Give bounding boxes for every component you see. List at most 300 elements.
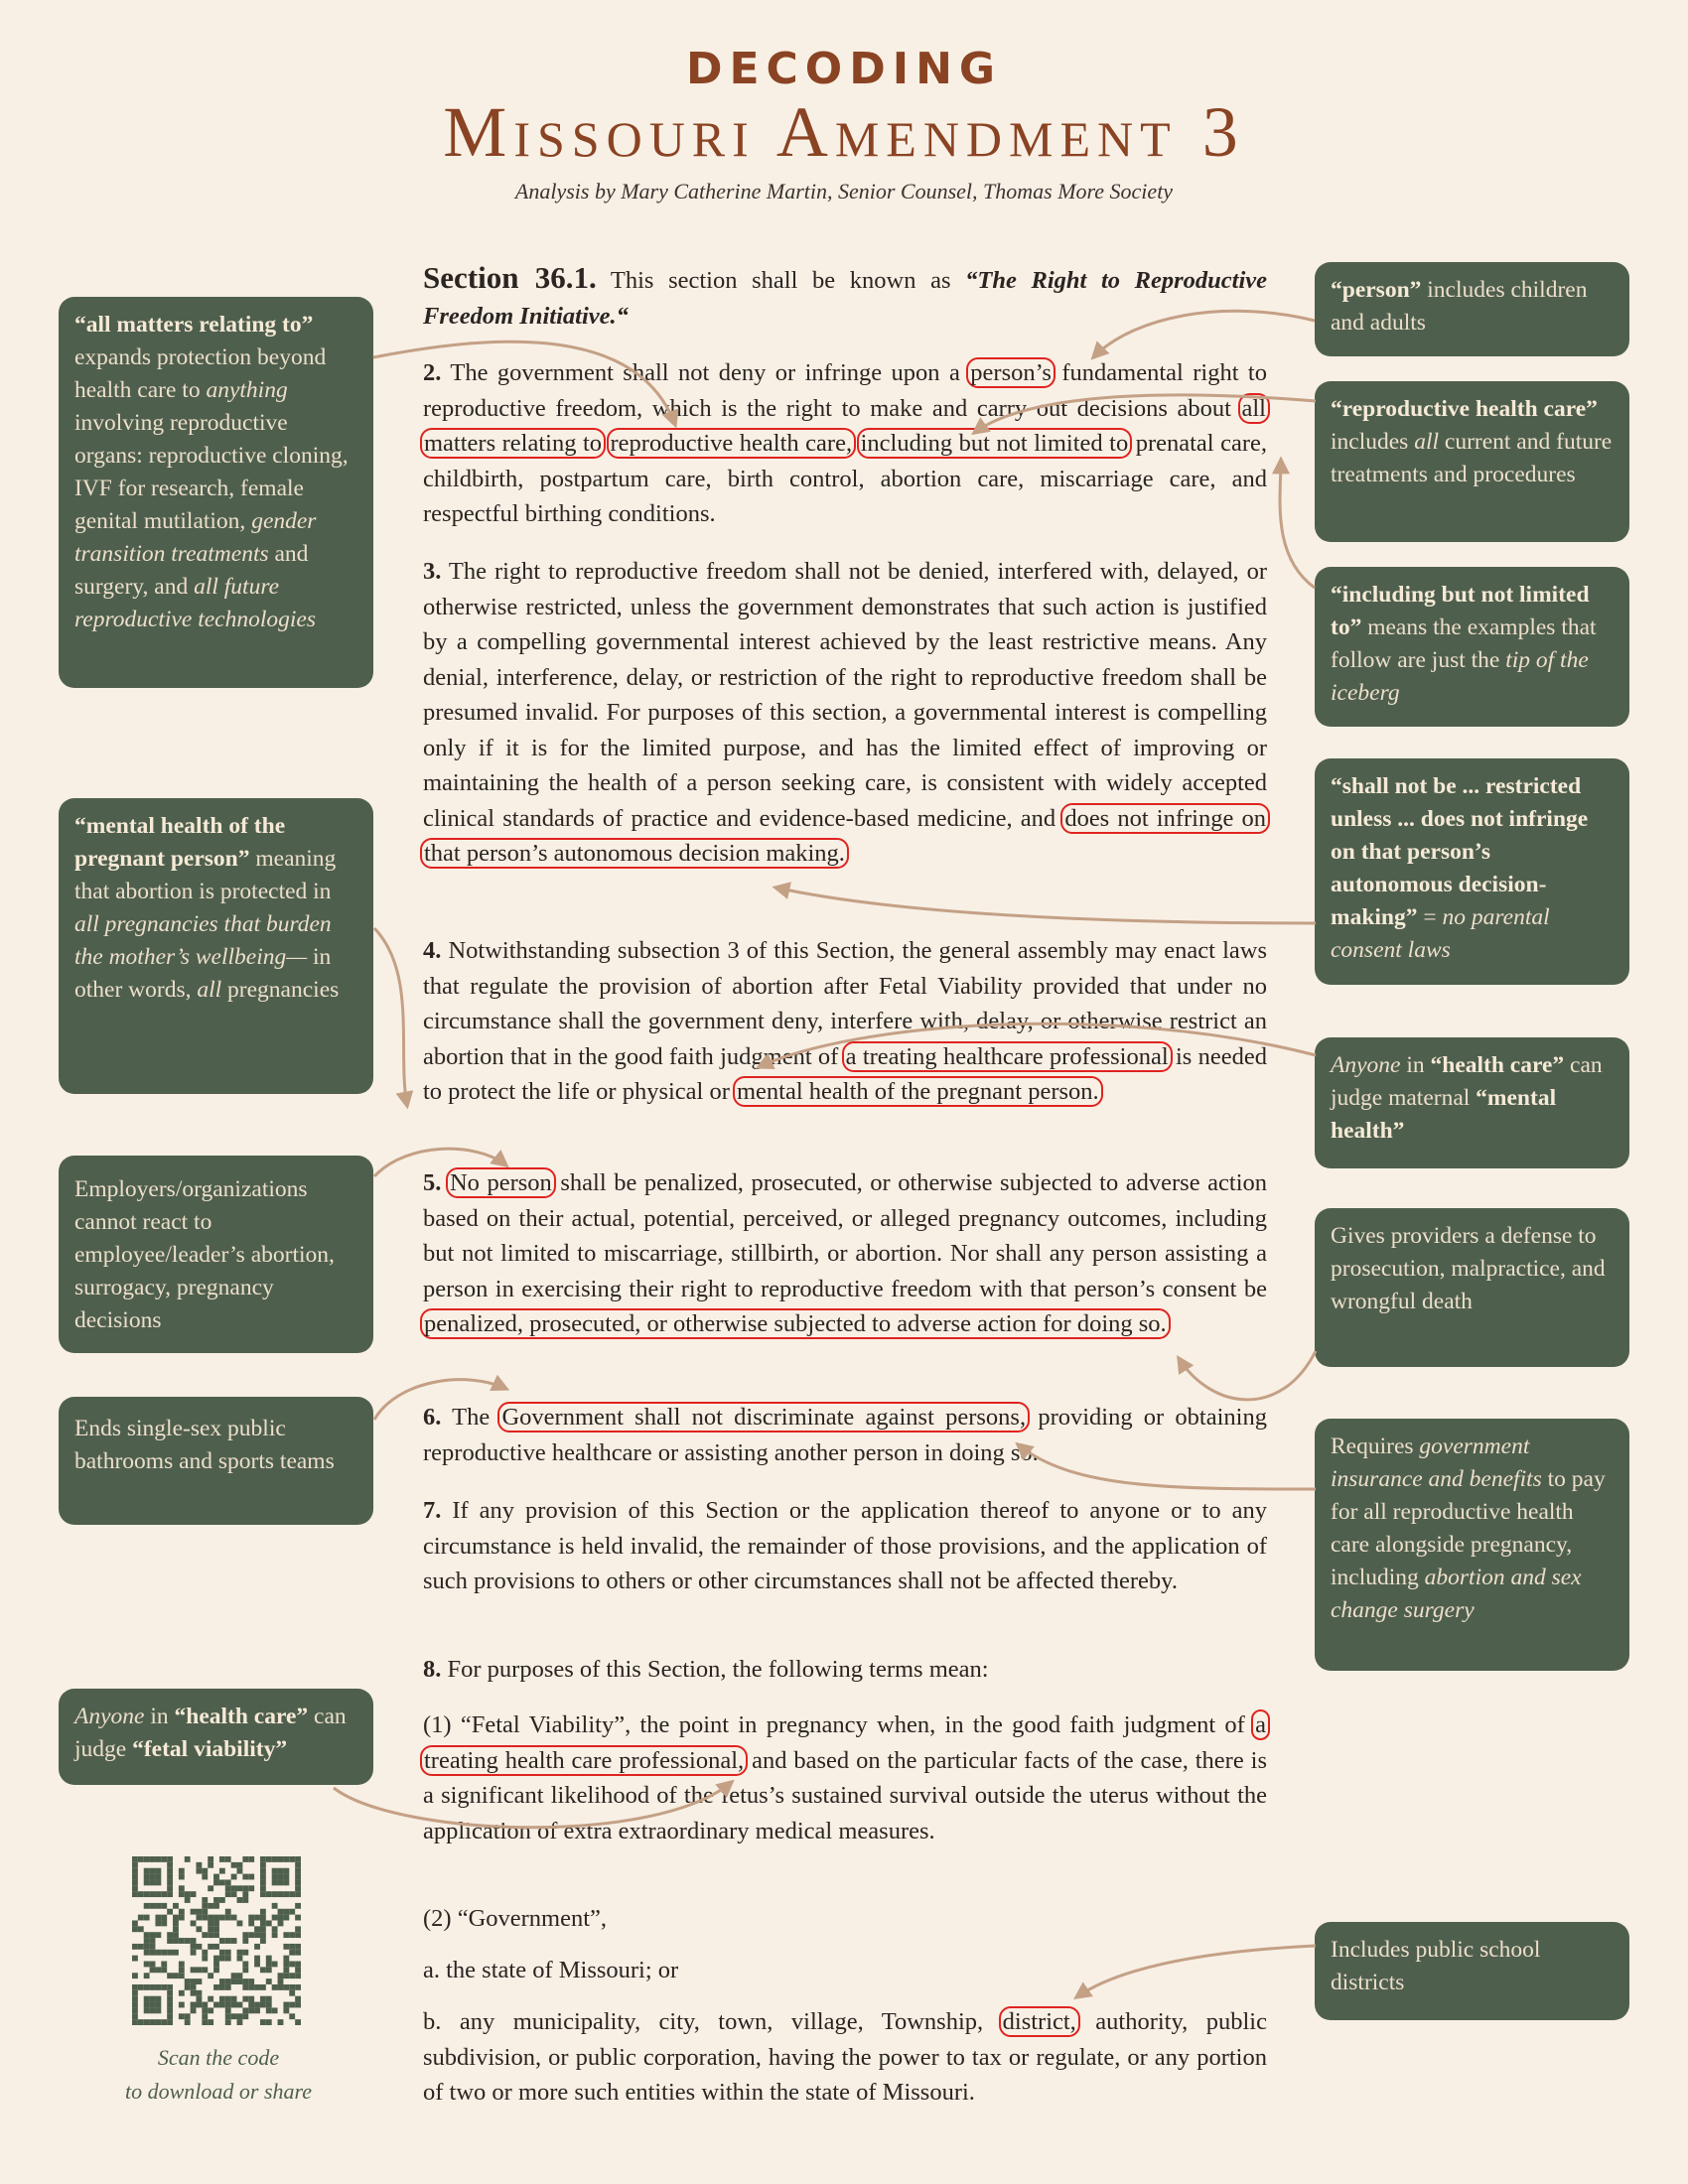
qr-module (242, 1950, 248, 1956)
qr-module (219, 1996, 225, 2002)
qr-module (278, 1984, 284, 1990)
qr-module (179, 2013, 185, 2019)
qr-module (237, 2013, 243, 2019)
qr-module (208, 2007, 213, 2013)
qr-module (173, 1903, 179, 1909)
qr-module (138, 1984, 144, 1990)
qr-module (196, 1909, 202, 1915)
qr-module (219, 2002, 225, 2008)
text-segment: in (144, 1704, 175, 1729)
qr-module (278, 1874, 284, 1880)
header-kicker: DECODING (685, 44, 1003, 94)
qr-module (144, 1874, 150, 1880)
qr-module (167, 2013, 173, 2019)
qr-module (150, 1932, 156, 1938)
qr-module (248, 1874, 254, 1880)
qr-module (219, 1956, 225, 1962)
qr-module (191, 1984, 197, 1990)
qr-module (161, 1915, 167, 1921)
qr-module (132, 1996, 138, 2002)
qr-module (283, 1915, 289, 1921)
section-number: 3. (423, 558, 442, 585)
qr-module (237, 1950, 243, 1956)
qr-module (132, 1885, 138, 1891)
text-segment: includes children and adults (1331, 277, 1588, 336)
qr-module (272, 1984, 278, 1990)
qr-module (295, 1915, 301, 1921)
qr-module (167, 1973, 173, 1979)
text-segment: meaning that abortion is protected in (74, 846, 337, 904)
qr-module (155, 1967, 161, 1973)
qr-module (167, 1862, 173, 1868)
qr-module (237, 1973, 243, 1979)
qr-module (260, 1874, 266, 1880)
qr-module (167, 1868, 173, 1874)
qr-module (208, 1973, 213, 1979)
qr-module (242, 2013, 248, 2019)
qr-module (202, 1950, 208, 1956)
qr-module (295, 1926, 301, 1932)
qr-module (138, 1856, 144, 1862)
qr-caption (79, 2041, 357, 2109)
qr-module (208, 2019, 213, 2025)
qr-module (144, 1856, 150, 1862)
qr-module (161, 1920, 167, 1926)
qr-module (191, 1967, 197, 1973)
qr-module (173, 1973, 179, 1979)
qr-module (155, 1932, 161, 1938)
qr-module (150, 1996, 156, 2002)
text-segment: can judge maternal (1331, 1052, 1603, 1111)
qr-module (272, 1891, 278, 1897)
qr-module (132, 1926, 138, 1932)
subsection-8 (423, 1652, 1267, 1688)
definition-government-b (423, 2004, 1267, 2111)
qr-module (242, 2007, 248, 2013)
qr-module (283, 1879, 289, 1885)
text-segment: gender transition treatments (74, 508, 317, 567)
qr-module (167, 1932, 173, 1938)
highlighted-phrase: does not infringe on that person’s autonomous decision making. (420, 803, 1270, 870)
qr-module (191, 2002, 197, 2008)
qr-module (283, 1984, 289, 1990)
qr-module (191, 1938, 197, 1944)
qr-module (225, 1956, 231, 1962)
qr-module (144, 1932, 150, 1938)
qr-module (225, 2013, 231, 2019)
qr-module (295, 1967, 301, 1973)
qr-module (202, 1932, 208, 1938)
qr-module (208, 1885, 213, 1891)
qr-module (155, 1984, 161, 1990)
highlighted-phrase: a treating healthcare professional (842, 1041, 1173, 1072)
qr-module (132, 1874, 138, 1880)
text-segment: Anyone (74, 1704, 145, 1729)
qr-module (237, 1920, 243, 1926)
qr-module (242, 1967, 248, 1973)
text-segment: tip of the iceberg (1331, 647, 1589, 706)
qr-module (202, 1909, 208, 1915)
highlighted-phrase: district, (999, 2006, 1080, 2037)
qr-module (161, 1967, 167, 1973)
definition-government (423, 1901, 1267, 1937)
text-segment: “reproductive health care” (1331, 396, 1598, 422)
qr-module (225, 1909, 231, 1915)
qr-module (242, 1962, 248, 1968)
qr-module (219, 1868, 225, 1874)
qr-module (266, 1967, 272, 1973)
qr-module (283, 2002, 289, 2008)
section-number: 4. (423, 937, 442, 964)
qr-module (266, 1956, 272, 1962)
qr-module (132, 1990, 138, 1996)
qr-module (295, 2002, 301, 2008)
qr-code[interactable] (132, 1856, 301, 2025)
qr-module (167, 2019, 173, 2025)
qr-module (161, 1962, 167, 1968)
qr-module (213, 1874, 219, 1880)
qr-module (150, 1874, 156, 1880)
qr-module (283, 1868, 289, 1874)
qr-module (150, 2019, 156, 2025)
qr-module (225, 1915, 231, 1921)
qr-module (219, 1915, 225, 1921)
qr-module (231, 1874, 237, 1880)
qr-module (272, 1868, 278, 1874)
qr-module (254, 2002, 260, 2008)
qr-module (283, 2007, 289, 2013)
qr-module (185, 2019, 191, 2025)
qr-module (289, 1990, 295, 1996)
qr-module (138, 2019, 144, 2025)
text-segment: means the examples that follow are just the (1331, 614, 1597, 673)
qr-module (167, 1856, 173, 1862)
qr-module (213, 2002, 219, 2008)
qr-module (254, 1915, 260, 1921)
qr-module (295, 1996, 301, 2002)
qr-module (213, 1879, 219, 1885)
qr-module (260, 1984, 266, 1990)
qr-module (289, 1932, 295, 1938)
qr-module (155, 1856, 161, 1862)
text-segment: “shall not be ... restricted unless ... does not infringe on that person’s autonomous decision-making” (1331, 773, 1589, 930)
qr-module (295, 1944, 301, 1950)
qr-module (138, 1891, 144, 1897)
qr-module (295, 1856, 301, 1862)
qr-module (155, 1950, 161, 1956)
text-segment: The right to reproductive freedom shall not be denied, interfered with, delayed, or otherwise restricted, unless the government demonstrates that such action is justified by a compelling governmental interest achieved by the least restrictive means. Any denial, interference, delay, or restriction of the right to reproductive freedom shall be presumed invalid. For purposes of this section, a governmental interest is compelling only if it is for the limited purpose, and has the limited effect of improving or maintaining the health of a person seeking care, is consistent with widely accepted clinical standards of practice and evidence-based medicine, and (423, 558, 1267, 832)
qr-module (231, 2002, 237, 2008)
qr-module (150, 1984, 156, 1990)
qr-module (278, 1973, 284, 1979)
qr-module (155, 1920, 161, 1926)
qr-module (283, 1856, 289, 1862)
qr-module (260, 1879, 266, 1885)
text-segment: b. any municipality, city, town, village, Township, (423, 2008, 1002, 2035)
qr-module (196, 1979, 202, 1984)
qr-module (167, 1891, 173, 1897)
qr-module (179, 1938, 185, 1944)
qr-module (260, 1926, 266, 1932)
text-segment: If any provision of this Section or the application thereof to anyone or to any circumstance is held invalid, the remainder of those provisions, and the application of such provisions to others or other circumstances shall not be affected thereby. (423, 1497, 1267, 1594)
subsection-3 (423, 554, 1267, 872)
qr-module (196, 2002, 202, 2008)
text-segment: expands protection beyond health care to (74, 344, 327, 403)
qr-module (225, 1938, 231, 1944)
qr-module (248, 1984, 254, 1990)
qr-module (295, 1874, 301, 1880)
text-segment: in (1400, 1052, 1431, 1078)
qr-module (260, 2002, 266, 2008)
qr-module (150, 1856, 156, 1862)
qr-module (242, 1938, 248, 1944)
qr-module (237, 1862, 243, 1868)
qr-module (150, 1962, 156, 1968)
section-number: 8. (423, 1656, 442, 1683)
qr-module (283, 1967, 289, 1973)
definition-fetal-viability (423, 1707, 1267, 1848)
qr-module (260, 1856, 266, 1862)
qr-module (231, 2013, 237, 2019)
note-provider-defense (1315, 1208, 1629, 1367)
note-reproductive-health-care (1315, 381, 1629, 542)
qr-module (278, 2019, 284, 2025)
qr-module (185, 1891, 191, 1897)
qr-module (155, 1874, 161, 1880)
qr-module (219, 1897, 225, 1903)
qr-module (295, 1903, 301, 1909)
text-segment: anything (206, 377, 288, 403)
qr-module (161, 1950, 167, 1956)
qr-module (231, 1862, 237, 1868)
qr-module (283, 1932, 289, 1938)
qr-module (266, 1962, 272, 1968)
qr-module (185, 1897, 191, 1903)
qr-module (248, 2007, 254, 2013)
qr-module (202, 1956, 208, 1962)
qr-module (283, 1874, 289, 1880)
qr-module (132, 1944, 138, 1950)
qr-module (208, 1932, 213, 1938)
text-segment: in other words, (74, 944, 332, 1003)
note-person (1315, 262, 1629, 356)
qr-module (144, 1950, 150, 1956)
qr-module (167, 2007, 173, 2013)
qr-module (196, 1996, 202, 2002)
qr-module (191, 1990, 197, 1996)
qr-module (242, 1874, 248, 1880)
qr-module (202, 1897, 208, 1903)
text-segment: “health care” (1430, 1052, 1565, 1078)
qr-module (144, 2019, 150, 2025)
qr-module (295, 1862, 301, 1868)
text-segment: can judge (74, 1704, 347, 1762)
text-segment: Anyone (1331, 1052, 1401, 1078)
qr-module (295, 1962, 301, 1968)
text-segment: and based on the particular facts of the case, there is a significant likelihood of the fetus’s sustained survival outside the uterus without the application of extra extraordinary medical measures. (423, 1746, 1267, 1844)
text-segment: to pay for all reproductive health care alongside pregnancy, including (1331, 1466, 1606, 1590)
qr-module (272, 1915, 278, 1921)
text-segment: all (197, 977, 222, 1003)
text-segment: current and future treatments and procedures (1331, 429, 1613, 487)
qr-module (196, 1926, 202, 1932)
section-number: 6. (423, 1404, 442, 1431)
qr-module (272, 2007, 278, 2013)
qr-module (248, 1885, 254, 1891)
subsection-6 (423, 1400, 1267, 1470)
qr-module (196, 1967, 202, 1973)
text-segment: abortion and sex change surgery (1331, 1565, 1582, 1623)
text-segment: all (1414, 429, 1440, 455)
qr-module (278, 1868, 284, 1874)
qr-module (150, 2007, 156, 2013)
page-title: Missouri Amendment 3 (443, 92, 1245, 172)
qr-module (289, 1909, 295, 1915)
qr-module (213, 1897, 219, 1903)
qr-module (272, 1962, 278, 1968)
text-segment: all future reproductive technologies (74, 574, 316, 632)
qr-module (272, 1879, 278, 1885)
qr-module (132, 2013, 138, 2019)
qr-module (225, 1879, 231, 1885)
qr-module (155, 1868, 161, 1874)
qr-module (144, 2002, 150, 2008)
qr-module (237, 1885, 243, 1891)
qr-module (167, 2002, 173, 2008)
qr-module (237, 1897, 243, 1903)
qr-module (248, 1932, 254, 1938)
highlighted-phrase: reproductive health care, (607, 428, 857, 459)
text-segment: Employers/organizations cannot react to employee/leader’s abortion, surrogacy, pregnancy decisions (74, 1176, 335, 1333)
qr-module (202, 1874, 208, 1880)
qr-module (144, 2007, 150, 2013)
qr-module (266, 1996, 272, 2002)
qr-module (237, 1868, 243, 1874)
qr-module (283, 1956, 289, 1962)
qr-module (242, 1996, 248, 2002)
qr-module (167, 1996, 173, 2002)
qr-module (213, 1926, 219, 1932)
qr-module (208, 1926, 213, 1932)
qr-module (266, 2002, 272, 2008)
qr-module (155, 1891, 161, 1897)
qr-module (225, 2007, 231, 2013)
qr-module (150, 1938, 156, 1944)
arrow-defense (1179, 1351, 1316, 1400)
qr-module (179, 1990, 185, 1996)
qr-module (283, 1944, 289, 1950)
text-segment: all pregnancies that burden the mother’s wellbeing— (74, 911, 332, 970)
qr-module (260, 1967, 266, 1973)
qr-module (260, 1996, 266, 2002)
qr-module (231, 1885, 237, 1891)
qr-module (173, 1915, 179, 1921)
qr-module (225, 2019, 231, 2025)
qr-module (231, 1891, 237, 1897)
qr-module (266, 2019, 272, 2025)
qr-module (231, 1915, 237, 1921)
qr-module (260, 1885, 266, 1891)
qr-module (167, 1990, 173, 1996)
highlighted-phrase: mental health of the pregnant person. (733, 1076, 1103, 1107)
qr-module (295, 1885, 301, 1891)
qr-module (260, 1932, 266, 1938)
qr-module (213, 1932, 219, 1938)
qr-caption-line-1: Scan the code (157, 2045, 280, 2070)
qr-module (213, 1956, 219, 1962)
qr-module (144, 1973, 150, 1979)
text-segment: Includes public school districts (1331, 1937, 1541, 1995)
qr-module (138, 1926, 144, 1932)
text-segment: Requires (1331, 1433, 1420, 1459)
qr-module (213, 1920, 219, 1926)
qr-module (260, 1909, 266, 1915)
qr-module (295, 1879, 301, 1885)
qr-module (254, 1984, 260, 1990)
qr-module (278, 1979, 284, 1984)
qr-module (150, 1944, 156, 1950)
qr-module (191, 1891, 197, 1897)
qr-module (138, 1915, 144, 1921)
qr-module (144, 1868, 150, 1874)
arrow-including (1280, 460, 1315, 588)
qr-module (283, 1962, 289, 1968)
qr-module (150, 1903, 156, 1909)
qr-module (219, 1856, 225, 1862)
qr-module (213, 1915, 219, 1921)
qr-module (225, 1885, 231, 1891)
qr-module (289, 2013, 295, 2019)
qr-module (144, 1996, 150, 2002)
qr-module (289, 1856, 295, 1862)
qr-module (173, 1932, 179, 1938)
qr-module (295, 1868, 301, 1874)
qr-module (260, 1862, 266, 1868)
qr-module (254, 1926, 260, 1932)
qr-module (185, 1938, 191, 1944)
text-segment: providing or obtaining reproductive healthcare or assisting another person in doing so. (423, 1404, 1267, 1466)
qr-module (272, 1932, 278, 1938)
subsection-7 (423, 1493, 1267, 1599)
arrow-mental-health (374, 928, 407, 1106)
qr-module (202, 2007, 208, 2013)
qr-module (167, 1984, 173, 1990)
qr-module (132, 1920, 138, 1926)
qr-module (191, 1909, 197, 1915)
qr-module (179, 1967, 185, 1973)
qr-module (196, 1862, 202, 1868)
qr-module (179, 1868, 185, 1874)
qr-module (254, 2007, 260, 2013)
text-segment: and surgery, and (74, 541, 309, 600)
qr-module (208, 1996, 213, 2002)
qr-module (202, 1868, 208, 1874)
note-parental-consent (1315, 758, 1629, 985)
text-segment: Ends single-sex public bathrooms and sports teams (74, 1416, 335, 1474)
qr-module (266, 1979, 272, 1984)
qr-module (242, 1856, 248, 1862)
qr-module (289, 1944, 295, 1950)
qr-module (237, 1979, 243, 1984)
qr-module (132, 1862, 138, 1868)
qr-module (179, 2002, 185, 2008)
qr-module (278, 1879, 284, 1885)
qr-module (202, 1903, 208, 1909)
qr-module (150, 1891, 156, 1897)
highlighted-phrase: including but not limited to (857, 428, 1133, 459)
qr-module (260, 1891, 266, 1897)
qr-module (161, 1856, 167, 1862)
